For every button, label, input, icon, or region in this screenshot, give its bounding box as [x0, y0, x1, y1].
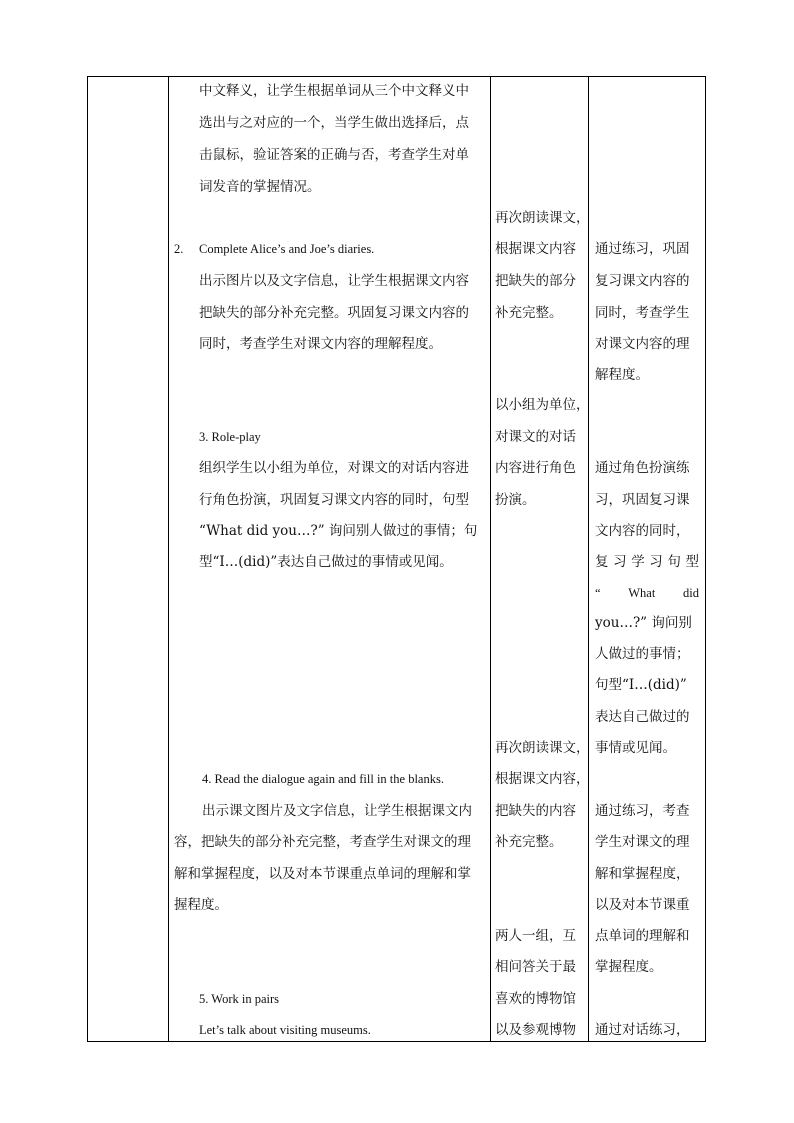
intent-char: 句: [667, 554, 681, 570]
activity-line: 容，把缺失的部分补充完整，考查学生对课文的理: [174, 834, 471, 850]
activity-heading: 4. Read the dialogue again and fill in the blanks.: [202, 772, 444, 786]
student-line: 把缺失的内容: [495, 803, 576, 819]
intent-line: 掌握程度。: [595, 959, 663, 975]
intent-line: 句型“I…(did)”: [595, 677, 687, 693]
student-line: 对课文的对话: [495, 429, 576, 445]
activity-line: 中文释义，让学生根据单词从三个中文释义中: [199, 83, 469, 99]
intent-line: 习，巩固复习课: [595, 492, 690, 508]
intent-line: 事情或见闻。: [595, 740, 676, 756]
student-line: 以及参观博物: [495, 1022, 576, 1038]
activity-heading: 5. Work in pairs: [199, 992, 280, 1006]
activity-line: 组织学生以小组为单位，对课文的对话内容进: [199, 460, 469, 476]
intent-line: 文内容的同时，: [595, 523, 690, 539]
activity-line: 击鼠标，验证答案的正确与否，考查学生对单: [199, 147, 469, 163]
activity-line: 词发音的掌握情况。: [199, 179, 321, 195]
intent-line: you…?” 询问别: [595, 615, 692, 631]
intent-line: 解程度。: [595, 367, 649, 383]
activity-line: “What did you…?” 询问别人做过的事情；句: [199, 523, 478, 539]
activity-line: 选出与之对应的一个，当学生做出选择后，点: [199, 115, 469, 131]
student-line: 再次朗读课文，: [495, 210, 590, 226]
student-line: 内容进行角色: [495, 460, 576, 476]
intent-line: 对课文内容的理: [595, 336, 690, 352]
intent-char: 习: [649, 554, 663, 570]
intent-line: 同时，考查学生: [595, 305, 690, 321]
student-line: 根据课文内容: [495, 241, 576, 257]
intent-char: 学: [631, 554, 645, 570]
activity-line: 型“I…(did)”表达自己做过的事情或见闻。: [199, 554, 453, 570]
student-line: 喜欢的博物馆: [495, 991, 576, 1007]
activity-line: 握程度。: [174, 897, 228, 913]
activity-line: 出示课文图片及文字信息，让学生根据课文内: [202, 803, 472, 819]
stage-cell: [88, 77, 168, 1041]
activity-line: 同时，考查学生对课文内容的理解程度。: [199, 336, 442, 352]
student-line: 以小组为单位，: [495, 397, 590, 413]
lesson-plan-table: [87, 76, 706, 1042]
design-intent-cell: [589, 77, 705, 1041]
intent-word: did: [683, 586, 699, 600]
student-line: 再次朗读课文，: [495, 740, 590, 756]
student-line: 扮演。: [495, 492, 536, 508]
activity-heading: 3. Role-play: [199, 430, 261, 444]
item-number: 2.: [174, 242, 184, 256]
student-line: 把缺失的部分: [495, 273, 576, 289]
activity-heading: Complete Alice’s and Joe’s diaries.: [199, 242, 375, 256]
intent-word: What: [628, 586, 656, 600]
intent-line: 通过角色扮演练: [595, 460, 690, 476]
intent-line: 解和掌握程度，: [595, 866, 690, 882]
student-line: 根据课文内容，: [495, 771, 590, 787]
intent-char: 型: [685, 554, 699, 570]
intent-char: 复: [595, 554, 609, 570]
intent-justified-line: [595, 552, 699, 572]
intent-line: 点单词的理解和: [595, 928, 690, 944]
intent-line: 人做过的事情；: [595, 646, 690, 662]
intent-word: “: [595, 586, 601, 600]
teacher-activity-cell: [169, 77, 490, 1041]
intent-line: 表达自己做过的: [595, 709, 690, 725]
intent-line: 复习课文内容的: [595, 273, 690, 289]
intent-char: 习: [613, 554, 627, 570]
activity-line: 出示图片以及文字信息，让学生根据课文内容: [199, 273, 469, 289]
student-line: 补充完整。: [495, 834, 563, 850]
activity-line: 把缺失的部分补充完整。巩固复习课文内容的: [199, 305, 469, 321]
activity-line: Let’s talk about visiting museums.: [199, 1023, 371, 1037]
intent-line: 通过练习，考查: [595, 803, 690, 819]
student-line: 补充完整。: [495, 305, 563, 321]
student-line: 相问答关于最: [495, 959, 576, 975]
student-activity-cell: [491, 77, 588, 1041]
activity-line: 解和掌握程度，以及对本节课重点单词的理解和掌: [174, 866, 471, 882]
intent-line: 通过对话练习，: [595, 1022, 690, 1038]
intent-line: 以及对本节课重: [595, 897, 690, 913]
activity-line: 行角色扮演，巩固复习课文内容的同时，句型: [199, 492, 469, 508]
student-line: 两人一组，互: [495, 928, 576, 944]
intent-line: 通过练习，巩固: [595, 241, 690, 257]
intent-justified-line: [595, 583, 699, 603]
intent-line: 学生对课文的理: [595, 834, 690, 850]
